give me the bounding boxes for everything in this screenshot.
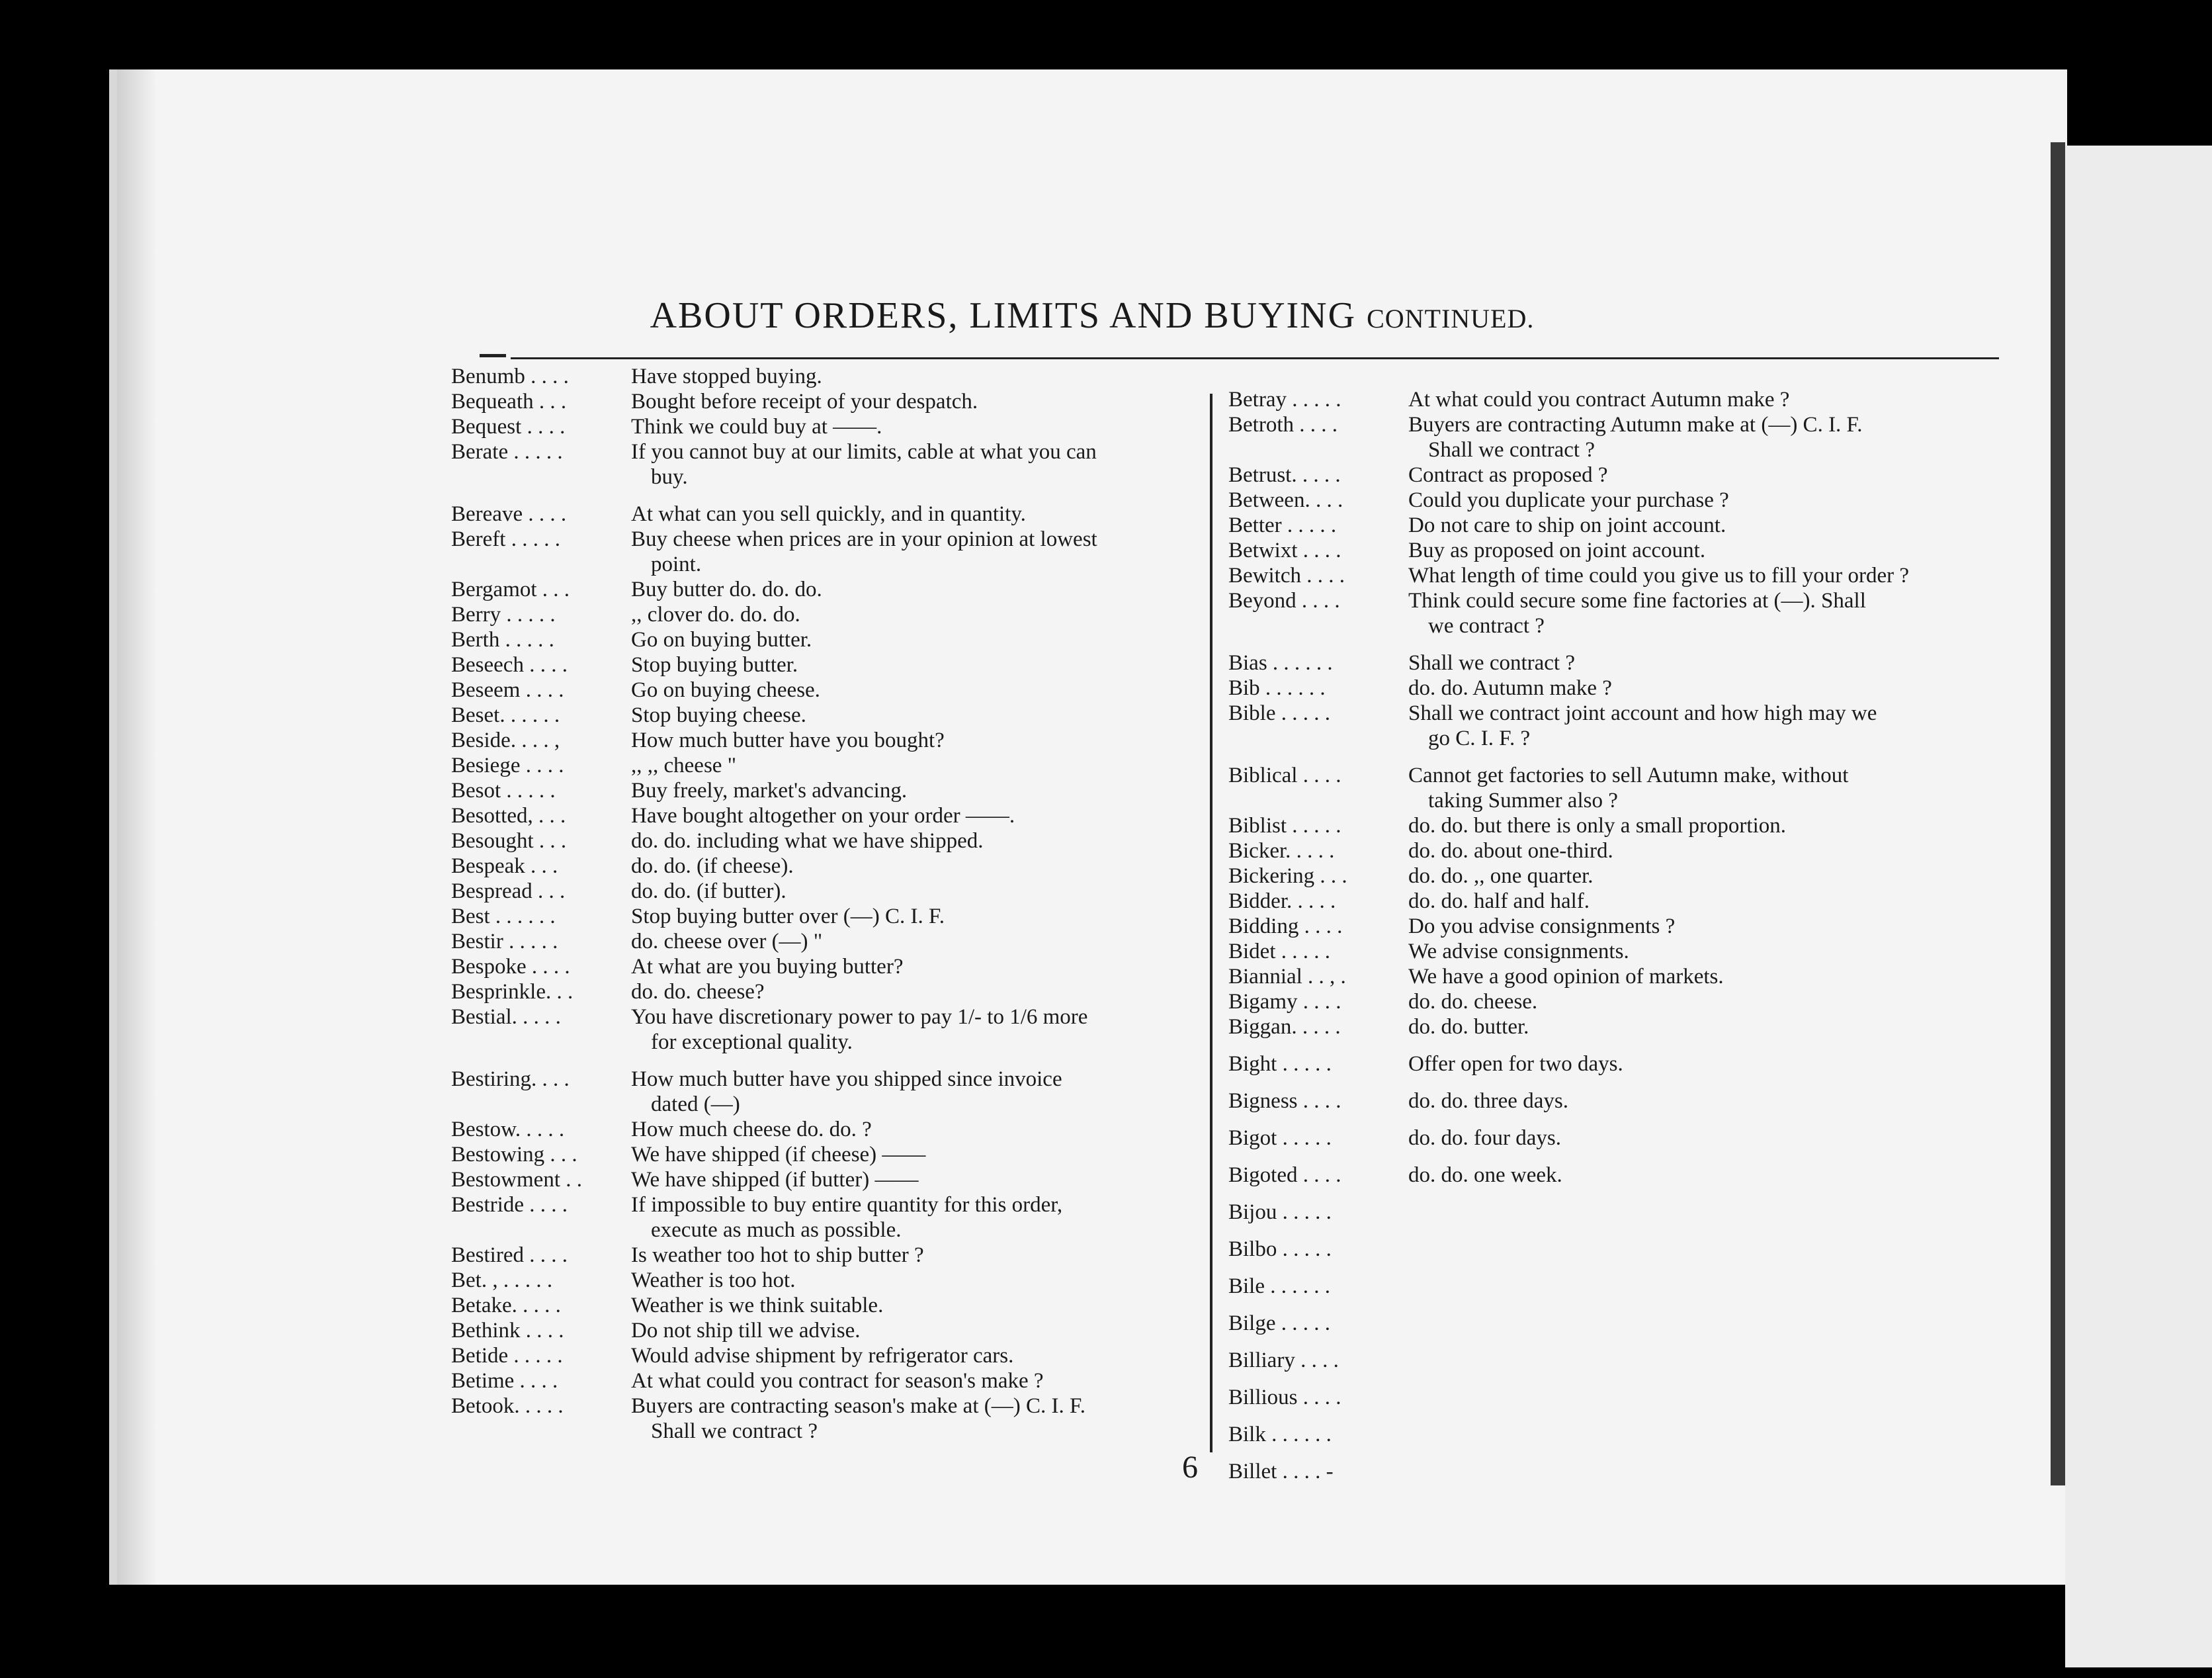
code-entry <box>451 502 1205 527</box>
code-meaning: If you cannot buy at our limits, cable at what you can <box>631 440 1097 464</box>
code-meaning: do. do. one week. <box>1408 1163 1562 1187</box>
code-entry-continuation <box>1228 788 2009 813</box>
code-word: Betook. . . . . <box>451 1394 564 1418</box>
code-meaning: Shall we contract joint account and how high may we <box>1408 701 1877 725</box>
code-meaning: Go on buying butter. <box>631 628 812 652</box>
code-entry <box>451 1293 1205 1318</box>
code-word: Bergamot . . . <box>451 578 570 601</box>
code-meaning: ,, ,, cheese " <box>631 754 737 777</box>
code-meaning-continuation: execute as much as possible. <box>651 1218 902 1242</box>
code-meaning: We advise consignments. <box>1408 940 1629 963</box>
code-word: Biblist . . . . . <box>1228 814 1341 838</box>
code-word: Betide . . . . . <box>451 1344 563 1368</box>
code-entry <box>451 602 1205 627</box>
code-entry <box>451 627 1205 652</box>
code-meaning-continuation: point. <box>651 552 702 576</box>
code-word: Bestride . . . . <box>451 1193 568 1217</box>
entry-gap <box>1228 1114 2009 1126</box>
code-meaning: Do not care to ship on joint account. <box>1408 513 1726 537</box>
code-meaning-continuation: for exceptional quality. <box>651 1030 853 1054</box>
code-entry-continuation <box>451 1217 1205 1243</box>
code-meaning <box>1408 1200 2009 1225</box>
code-entry <box>1228 650 2009 676</box>
code-entry <box>1228 813 2009 838</box>
code-word: Bethink . . . . <box>451 1319 564 1343</box>
code-word: Berth . . . . . <box>451 628 554 652</box>
code-word: Bestow. . . . . <box>451 1118 565 1141</box>
code-meaning: Stop buying butter. <box>631 653 798 677</box>
code-meaning: You have discretionary power to pay 1/- to 1/6 more <box>631 1005 1088 1029</box>
code-word: Besiege . . . . <box>451 754 564 777</box>
code-meaning: do. do. three days. <box>1408 1089 1568 1113</box>
code-entry <box>451 577 1205 602</box>
next-page-edge <box>2065 146 2212 1667</box>
code-entry <box>1228 1126 2009 1151</box>
code-entry <box>451 753 1205 778</box>
entry-gap <box>1228 1447 2009 1459</box>
code-spacer <box>1228 613 1408 639</box>
code-meaning <box>1408 1459 2009 1484</box>
code-spacer <box>1228 788 1408 813</box>
code-word: Benumb . . . . <box>451 365 569 388</box>
code-entry <box>1228 1311 2009 1336</box>
code-entry <box>1228 889 2009 914</box>
code-word: Betake. . . . . <box>451 1294 561 1317</box>
code-entry <box>1228 1459 2009 1484</box>
code-entry <box>451 703 1205 728</box>
code-entry <box>1228 513 2009 538</box>
code-meaning: If impossible to buy entire quantity for this order, <box>631 1193 1063 1217</box>
code-entry <box>451 527 1205 552</box>
code-meaning: At what can you sell quickly, and in quantity. <box>631 502 1026 526</box>
code-meaning: Stop buying cheese. <box>631 703 806 727</box>
code-entry-continuation <box>1228 437 2009 463</box>
code-meaning <box>1408 1385 2009 1410</box>
code-entry <box>451 1243 1205 1268</box>
code-word: Betime . . . . <box>451 1369 558 1393</box>
code-word: Betray . . . . . <box>1228 388 1341 412</box>
entry-gap <box>1228 1410 2009 1422</box>
code-meaning: Weather is too hot. <box>631 1268 796 1292</box>
code-meaning: do. do. including what we have shipped. <box>631 829 984 853</box>
code-entry <box>451 979 1205 1004</box>
code-entry-continuation <box>1228 613 2009 639</box>
code-entry <box>1228 1422 2009 1447</box>
code-word: Bidet . . . . . <box>1228 940 1330 963</box>
code-word: Besprinkle. . . <box>451 980 574 1004</box>
column-separator <box>1210 394 1212 1452</box>
entry-gap <box>1228 639 2009 650</box>
code-meaning: Could you duplicate your purchase ? <box>1408 488 1729 512</box>
code-entry <box>1228 1385 2009 1410</box>
code-meaning: Buyers are contracting Autumn make at (—) C. I. F. <box>1408 413 1863 437</box>
entry-gap <box>1228 751 2009 763</box>
code-word: Betroth . . . . <box>1228 413 1338 437</box>
code-entry <box>451 1368 1205 1393</box>
book-spine <box>2051 142 2065 1485</box>
code-entry <box>1228 1088 2009 1114</box>
code-entry <box>1228 1200 2009 1225</box>
code-word: Bestir . . . . . <box>451 930 558 953</box>
code-word: Bib . . . . . . <box>1228 676 1326 700</box>
code-meaning: We have a good opinion of markets. <box>1408 965 1724 989</box>
code-entry <box>451 1343 1205 1368</box>
code-entry <box>1228 1274 2009 1299</box>
code-word: Bible . . . . . <box>1228 701 1330 725</box>
code-meaning: do. do. ,, one quarter. <box>1408 864 1594 888</box>
code-word: Billious . . . . <box>1228 1386 1341 1409</box>
code-meaning: What length of time could you give us to fill your order ? <box>1408 564 1909 588</box>
code-entry <box>451 1067 1205 1092</box>
code-entry <box>451 778 1205 803</box>
page-header <box>117 294 2067 337</box>
code-entry <box>1228 863 2009 889</box>
code-entry-continuation <box>451 552 1205 577</box>
entry-gap <box>1228 1373 2009 1385</box>
code-entry <box>1228 387 2009 412</box>
code-meaning: Cannot get factories to sell Autumn make, without <box>1408 764 1849 787</box>
code-meaning: How much butter have you bought? <box>631 729 945 752</box>
code-word: Bigness . . . . <box>1228 1089 1341 1113</box>
code-entry <box>451 828 1205 854</box>
entry-gap <box>1228 1188 2009 1200</box>
code-entry <box>451 414 1205 439</box>
code-meaning: We have shipped (if butter) —— <box>631 1168 919 1192</box>
code-word: Bigot . . . . . <box>1228 1126 1332 1150</box>
code-word: Bequeath . . . <box>451 390 567 414</box>
page-number: 6 <box>1182 1450 1198 1485</box>
code-entry <box>451 904 1205 929</box>
code-meaning: Think could secure some fine factories at (—). Shall <box>1408 589 1866 613</box>
code-meaning: Have stopped buying. <box>631 365 822 388</box>
code-entry <box>451 439 1205 464</box>
book-page <box>109 69 2067 1585</box>
code-meaning-continuation: Shall we contract ? <box>651 1419 818 1443</box>
code-entry <box>451 1318 1205 1343</box>
code-meaning: Buy as proposed on joint account. <box>1408 539 1706 562</box>
code-meaning: We have shipped (if cheese) —— <box>631 1143 926 1167</box>
code-meaning: Think we could buy at ——. <box>631 415 882 439</box>
code-meaning-continuation: taking Summer also ? <box>1428 789 1618 813</box>
code-word: Bigamy . . . . <box>1228 990 1341 1014</box>
code-word: Bequest . . . . <box>451 415 566 439</box>
code-meaning: Offer open for two days. <box>1408 1052 1623 1076</box>
code-word: Beset. . . . . . <box>451 703 560 727</box>
right-column <box>1228 387 2009 1484</box>
code-word: Beside. . . . , <box>451 729 560 752</box>
code-meaning <box>1408 1348 2009 1373</box>
entry-gap <box>1228 1299 2009 1311</box>
code-word: Between. . . . <box>1228 488 1343 512</box>
code-entry <box>451 1142 1205 1167</box>
code-entry <box>1228 1348 2009 1373</box>
entry-gap <box>451 490 1205 502</box>
code-entry <box>1228 412 2009 437</box>
code-entry <box>451 364 1205 389</box>
code-meaning: do. cheese over (—) " <box>631 930 823 953</box>
code-entry <box>1228 588 2009 613</box>
code-entry <box>1228 676 2009 701</box>
code-meaning: do. do. Autumn make ? <box>1408 676 1612 700</box>
code-entry <box>1228 1163 2009 1188</box>
code-meaning: At what could you contract Autumn make ? <box>1408 388 1790 412</box>
code-meaning: Bought before receipt of your despatch. <box>631 390 978 414</box>
code-word: Bickering . . . <box>1228 864 1347 888</box>
entry-gap <box>1228 1336 2009 1348</box>
code-meaning: ,, clover do. do. do. <box>631 603 800 627</box>
code-entry-continuation <box>451 464 1205 490</box>
code-word: Bet. , . . . . . <box>451 1268 553 1292</box>
code-meaning: Buy cheese when prices are in your opinion at lowest <box>631 527 1097 551</box>
code-meaning: Do you advise consignments ? <box>1408 914 1676 938</box>
code-word: Billiary . . . . <box>1228 1348 1339 1372</box>
code-meaning: Do not ship till we advise. <box>631 1319 861 1343</box>
code-entry <box>1228 563 2009 588</box>
code-meaning: How much butter have you shipped since invoice <box>631 1067 1062 1091</box>
header-rule <box>511 357 1999 359</box>
code-meaning: Would advise shipment by refrigerator cars. <box>631 1344 1014 1368</box>
code-word: Berate . . . . . <box>451 440 563 464</box>
code-word: Bidding . . . . <box>1228 914 1343 938</box>
code-word: Besought . . . <box>451 829 567 853</box>
code-word: Bespoke . . . . <box>451 955 570 979</box>
code-meaning-continuation: dated (—) <box>651 1092 740 1116</box>
code-meaning <box>1408 1274 2009 1299</box>
code-word: Beyond . . . . <box>1228 589 1340 613</box>
code-word: Betwixt . . . . <box>1228 539 1341 562</box>
code-word: Bereave . . . . <box>451 502 567 526</box>
code-meaning: do. do. (if butter). <box>631 879 787 903</box>
code-word: Besot . . . . . <box>451 779 556 803</box>
code-meaning: Buyers are contracting season's make at (—) C. I. F. <box>631 1394 1085 1418</box>
code-entry <box>451 728 1205 753</box>
code-spacer <box>451 1419 631 1444</box>
code-entry <box>1228 964 2009 989</box>
code-meaning: At what could you contract for season's make ? <box>631 1369 1044 1393</box>
code-spacer <box>1228 726 1408 751</box>
code-meaning: do. do. four days. <box>1408 1126 1561 1150</box>
code-meaning: Buy butter do. do. do. <box>631 578 822 601</box>
code-spacer <box>451 552 631 577</box>
code-meaning: do. do. (if cheese). <box>631 854 794 878</box>
code-word: Bilbo . . . . . <box>1228 1237 1332 1261</box>
code-entry <box>1228 701 2009 726</box>
code-word: Better . . . . . <box>1228 513 1337 537</box>
code-entry <box>451 854 1205 879</box>
code-entry <box>451 389 1205 414</box>
entry-gap <box>1228 1039 2009 1051</box>
code-word: Bespeak . . . <box>451 854 558 878</box>
code-word: Berry . . . . . <box>451 603 556 627</box>
code-meaning: Go on buying cheese. <box>631 678 820 702</box>
code-entry-continuation <box>451 1419 1205 1444</box>
code-meaning <box>1408 1311 2009 1336</box>
code-word: Bigoted . . . . <box>1228 1163 1341 1187</box>
code-entry <box>451 1393 1205 1419</box>
code-word: Biblical . . . . <box>1228 764 1341 787</box>
code-entry <box>451 879 1205 904</box>
code-word: Biannial . . , . <box>1228 965 1346 989</box>
code-spacer <box>451 464 631 490</box>
code-meaning-continuation: we contract ? <box>1428 614 1545 638</box>
code-entry <box>1228 1051 2009 1077</box>
code-entry <box>1228 488 2009 513</box>
header-title: ABOUT ORDERS, LIMITS AND BUYING <box>650 295 1357 336</box>
code-entry <box>451 1167 1205 1192</box>
code-entry <box>451 1004 1205 1030</box>
code-word: Beseem . . . . <box>451 678 564 702</box>
code-word: Betrust. . . . . <box>1228 463 1341 487</box>
code-word: Bestiring. . . . <box>451 1067 570 1091</box>
header-subtitle: CONTINUED. <box>1367 304 1535 333</box>
code-entry-continuation <box>451 1092 1205 1117</box>
code-entry <box>1228 939 2009 964</box>
code-word: Bespread . . . <box>451 879 566 903</box>
code-word: Bestired . . . . <box>451 1243 568 1267</box>
code-word: Bestowment . . <box>451 1168 582 1192</box>
code-meaning <box>1408 1422 2009 1447</box>
code-word: Bidder. . . . . <box>1228 889 1336 913</box>
entry-gap <box>1228 1262 2009 1274</box>
code-word: Bereft . . . . . <box>451 527 560 551</box>
code-entry <box>451 954 1205 979</box>
code-meaning: How much cheese do. do. ? <box>631 1118 872 1141</box>
code-entry <box>451 929 1205 954</box>
code-meaning: Shall we contract ? <box>1408 651 1575 675</box>
code-word: Bijou . . . . . <box>1228 1200 1332 1224</box>
code-meaning: do. do. butter. <box>1408 1015 1529 1039</box>
code-entry-continuation <box>1228 726 2009 751</box>
code-meaning: do. do. but there is only a small proportion. <box>1408 814 1787 838</box>
code-word: Bight . . . . . <box>1228 1052 1332 1076</box>
entry-gap <box>1228 1077 2009 1088</box>
code-word: Besotted, . . . <box>451 804 566 828</box>
code-meaning <box>1408 1237 2009 1262</box>
entry-gap <box>451 1055 1205 1067</box>
code-entry <box>451 1268 1205 1293</box>
code-entry <box>1228 538 2009 563</box>
code-spacer <box>451 1092 631 1117</box>
header-rule-dash <box>480 354 506 357</box>
code-meaning: Is weather too hot to ship butter ? <box>631 1243 924 1267</box>
code-spacer <box>451 1030 631 1055</box>
code-meaning-continuation: Shall we contract ? <box>1428 438 1595 462</box>
left-column <box>451 364 1205 1444</box>
code-meaning: Buy freely, market's advancing. <box>631 779 908 803</box>
code-meaning: Stop buying butter over (—) C. I. F. <box>631 905 945 928</box>
code-meaning: Contract as proposed ? <box>1408 463 1608 487</box>
code-meaning: do. do. cheese? <box>631 980 765 1004</box>
code-entry <box>1228 1014 2009 1039</box>
entry-gap <box>1228 1225 2009 1237</box>
code-word: Bias . . . . . . <box>1228 651 1333 675</box>
code-entry-continuation <box>451 1030 1205 1055</box>
code-word: Bilge . . . . . <box>1228 1311 1330 1335</box>
code-meaning: At what are you buying butter? <box>631 955 904 979</box>
code-meaning: do. do. half and half. <box>1408 889 1590 913</box>
code-word: Biggan. . . . . <box>1228 1015 1341 1039</box>
code-entry <box>1228 914 2009 939</box>
code-entry <box>1228 838 2009 863</box>
code-entry <box>1228 1237 2009 1262</box>
code-meaning: do. do. cheese. <box>1408 990 1538 1014</box>
code-meaning-continuation: buy. <box>651 465 688 489</box>
code-entry <box>451 1117 1205 1142</box>
code-word: Beseech . . . . <box>451 653 568 677</box>
code-meaning: Have bought altogether on your order ——. <box>631 804 1015 828</box>
code-spacer <box>451 1217 631 1243</box>
code-word: Bestial. . . . . <box>451 1005 561 1029</box>
code-entry <box>451 652 1205 678</box>
code-entry <box>451 678 1205 703</box>
code-word: Bestowing . . . <box>451 1143 577 1167</box>
code-entry <box>1228 763 2009 788</box>
code-spacer <box>1228 437 1408 463</box>
code-word: Bewitch . . . . <box>1228 564 1345 588</box>
code-word: Billet . . . . - <box>1228 1460 1334 1483</box>
code-meaning: Weather is we think suitable. <box>631 1294 884 1317</box>
code-entry <box>451 1192 1205 1217</box>
code-meaning: do. do. about one-third. <box>1408 839 1613 863</box>
code-meaning-continuation: go C. I. F. ? <box>1428 727 1531 750</box>
entry-gap <box>1228 1151 2009 1163</box>
code-word: Bicker. . . . . <box>1228 839 1335 863</box>
code-word: Best . . . . . . <box>451 905 556 928</box>
code-entry <box>1228 463 2009 488</box>
code-word: Bile . . . . . . <box>1228 1274 1330 1298</box>
code-entry <box>451 803 1205 828</box>
code-entry <box>1228 989 2009 1014</box>
code-word: Bilk . . . . . . <box>1228 1423 1332 1446</box>
